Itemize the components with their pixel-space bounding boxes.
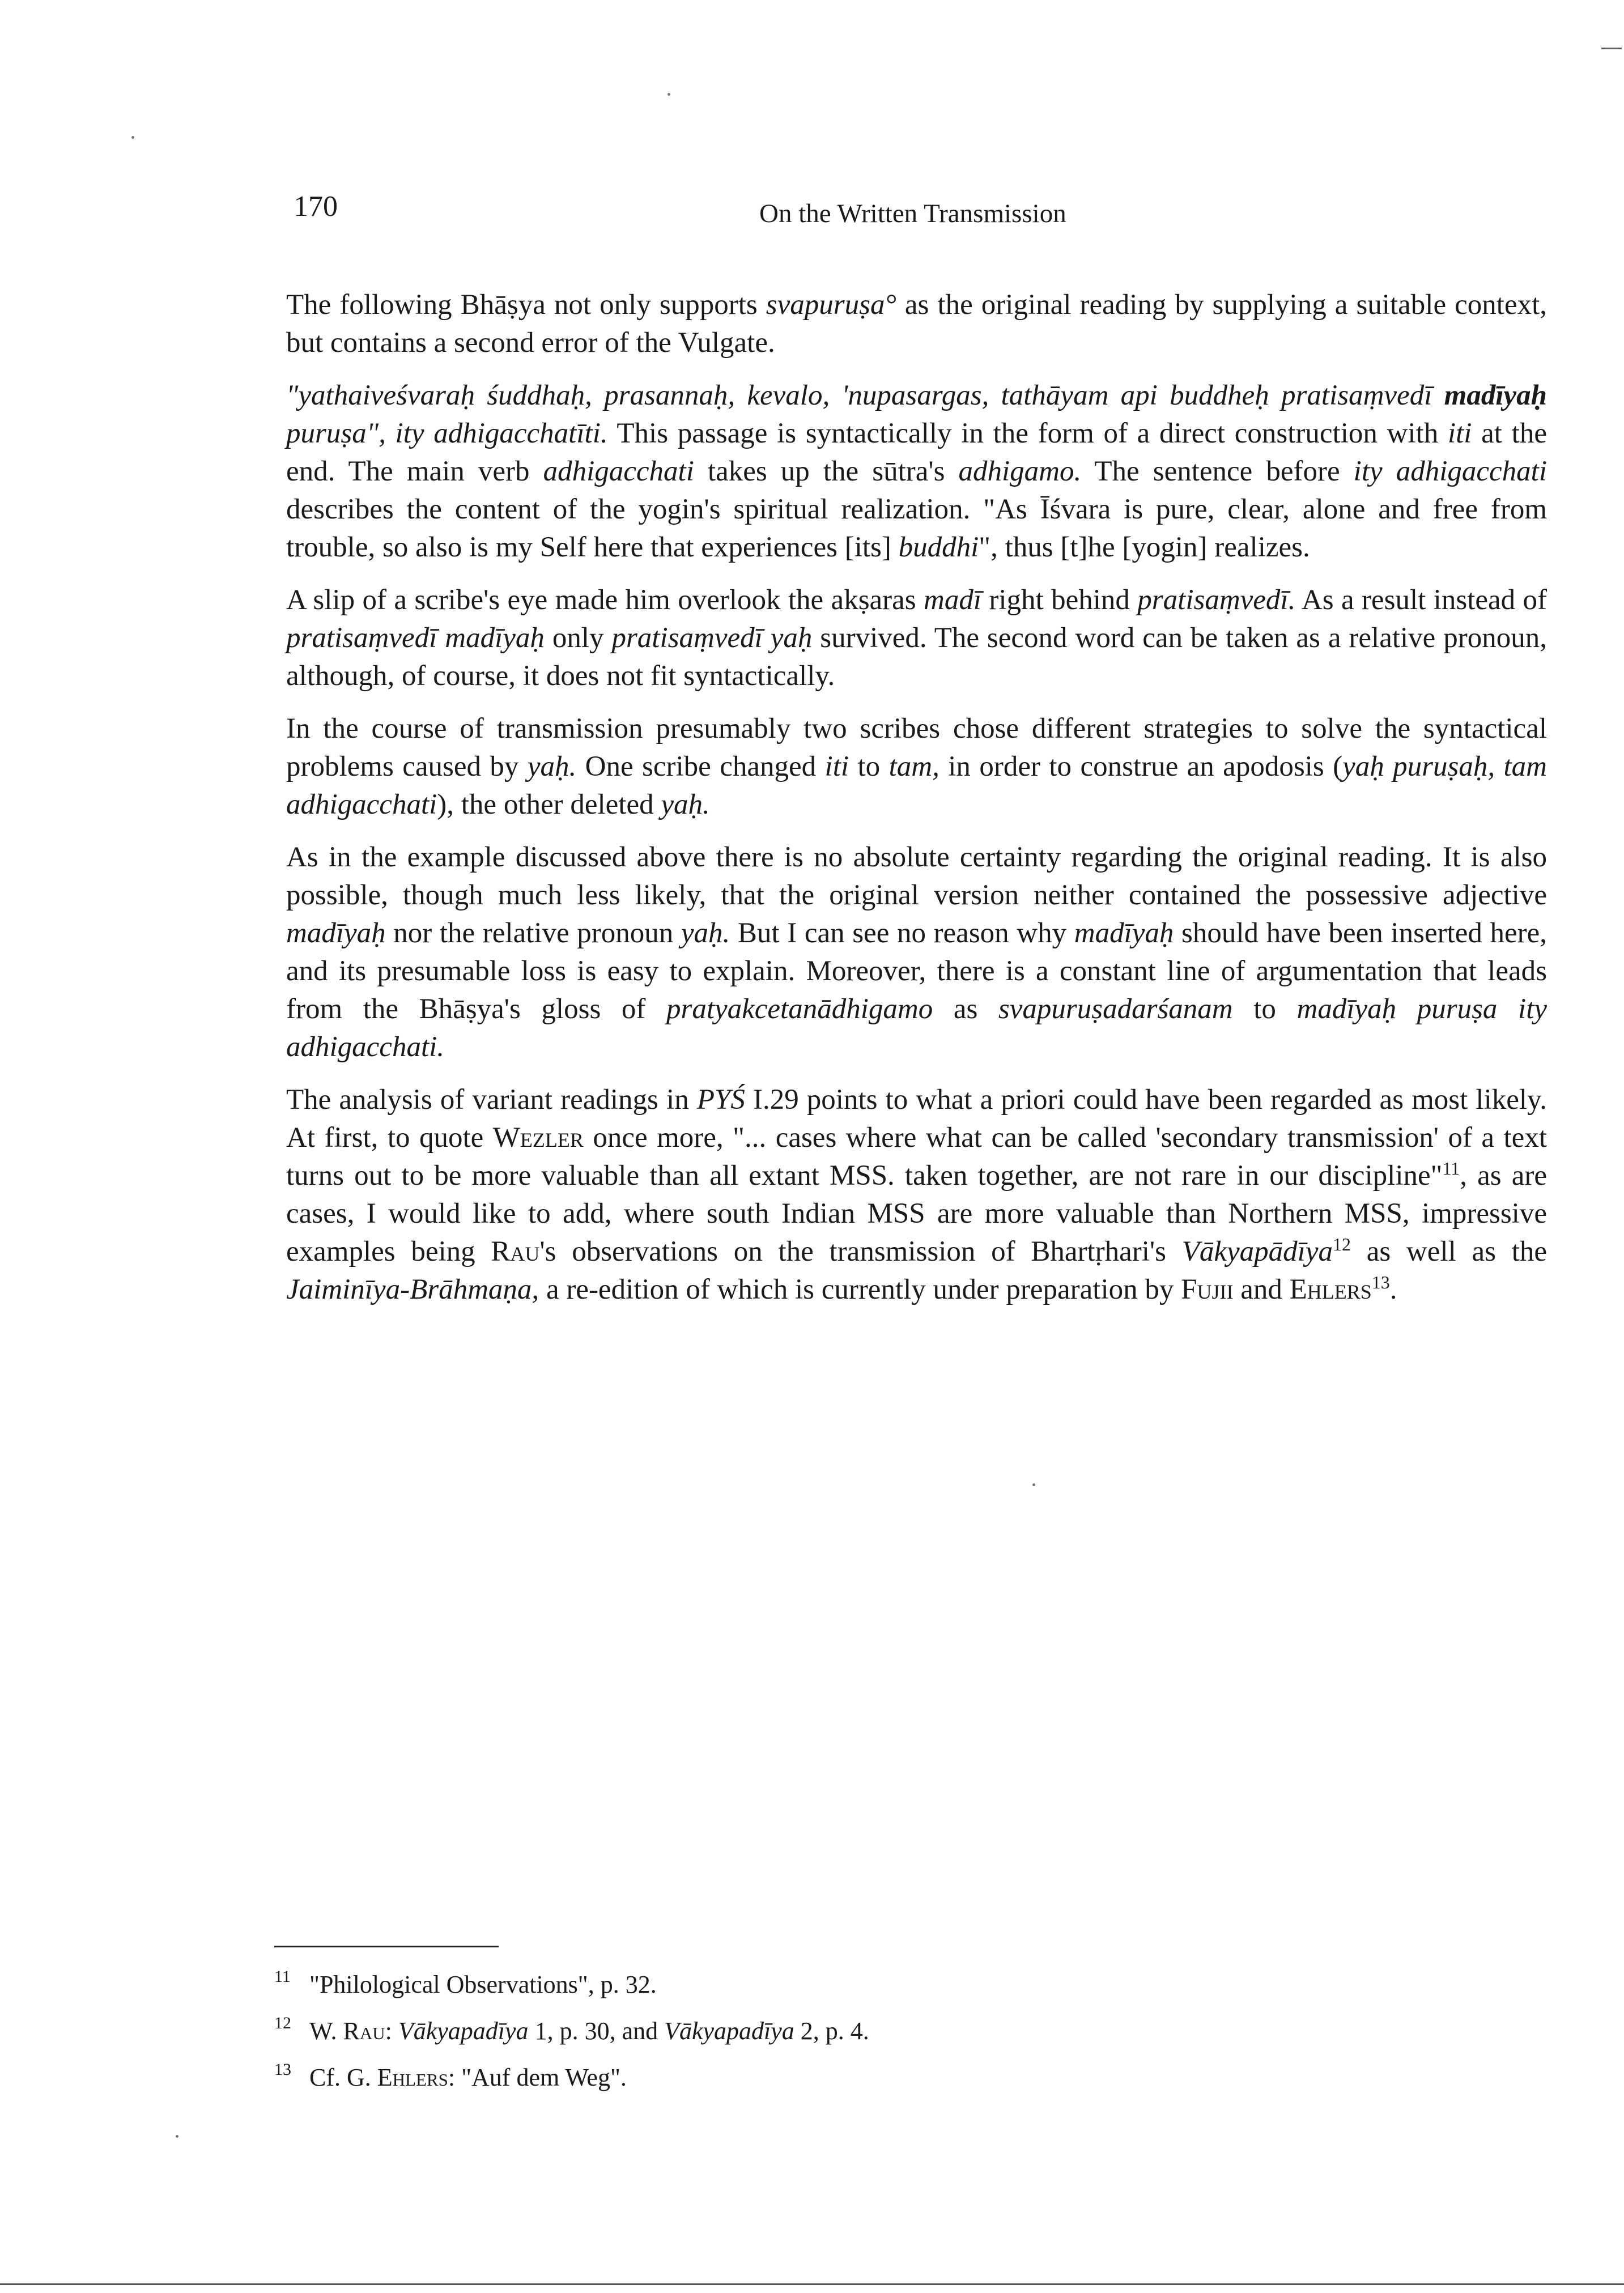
text-run: svapuruṣadarśanam [998, 993, 1233, 1025]
footnote-rule [274, 1946, 499, 1947]
text-run: Rau [343, 2017, 385, 2045]
text-run: takes up the sūtra's [694, 456, 959, 487]
page-number: 170 [294, 190, 338, 223]
text-run: pratisaṃvedī. [1137, 584, 1296, 616]
text-run: Ehlers [377, 2064, 448, 2091]
text-run: In the course of transmission presumably two scribes chose different strategies to solve the syntactical problems caused by [286, 713, 1547, 782]
text-run: pratisaṃvedī yaḥ [611, 622, 813, 654]
text-run: describes the content of the yogin's spiritual realization. "As Īśvara is pure, clear, alone and free from trouble, so also is my Self here that experiences [its] [286, 494, 1547, 563]
text-run: Vākyapadīya [664, 2017, 794, 2045]
footnote [274, 2054, 1521, 2101]
text-run: in order to construe an apodosis ( [939, 751, 1343, 782]
text-run: madīyaḥ puruṣa ity adhigacchati. [286, 993, 1548, 1063]
text-run: I.29 points to what a priori could have been regarded as most likely. At first, to quote [286, 1084, 1547, 1154]
text-run: svapuruṣa° [766, 289, 896, 321]
text-run: ), the other deleted [437, 789, 661, 820]
text-run: yaḥ. [661, 789, 710, 820]
text-run: survived. The second word can be taken as a relative pronoun, although, of course, it does not fit syntactically. [286, 622, 1547, 692]
paragraph [286, 286, 1547, 362]
paragraph [286, 377, 1547, 567]
text-run: only [544, 622, 612, 654]
text-run: a re-edition of which is currently under preparation by [539, 1274, 1181, 1305]
text-run: The sentence before [1081, 456, 1354, 487]
text-run: madīyaḥ [1444, 380, 1547, 411]
text-run: nor the relative pronoun [385, 917, 681, 949]
text-run: One scribe changed [576, 751, 825, 782]
text-run: right behind [981, 584, 1138, 616]
text-run: puruṣa", ity adhigacchatīti. [286, 418, 608, 449]
text-run: ity adhigacchati [1353, 456, 1547, 487]
text-run: as the original reading by supplying a suitable context, but contains a second error of the Vulgate. [286, 289, 1547, 359]
text-run: 1, p. 30, and [528, 2017, 665, 2045]
running-head: On the Written Transmission [759, 199, 1066, 228]
footnote-number: 12 [274, 2014, 291, 2032]
text-run: adhigacchati [543, 456, 694, 487]
footnote [274, 2008, 1521, 2054]
text-run: yaḥ. [681, 917, 730, 949]
text-run: ", thus [t]he [yogin] realizes. [979, 531, 1310, 563]
text-run: "Philological Observations", p. 32. [309, 1971, 657, 1998]
footnotes [274, 1962, 1521, 2101]
text-run: pratyakcetanādhigamo [666, 993, 933, 1025]
paragraph [286, 710, 1547, 824]
footnote-text [309, 1962, 657, 2008]
text-run: The following Bhāṣya not only supports [286, 289, 766, 321]
text-run: 's observations on the transmission of Bhartṛhari's [539, 1236, 1182, 1267]
text-run: once more, "... cases where what can be called 'secondary transmission' of a text turns out to be more valuable than all extant MSS. taken together, are not rare in our discipline" [286, 1122, 1547, 1192]
text-run: Wezler [492, 1122, 584, 1154]
text-run: madī [924, 584, 982, 616]
text-run: buddhi [898, 531, 979, 563]
footnote-number: 13 [274, 2060, 291, 2079]
scan-speck [131, 136, 134, 139]
scan-speck [176, 2135, 178, 2138]
text-run: W. [309, 2017, 343, 2045]
footnote-ref: 13 [1371, 1272, 1390, 1292]
text-run: : [385, 2017, 398, 2045]
text-run: madīyaḥ [1074, 917, 1174, 949]
text-run: at the end. The main verb [286, 418, 1547, 487]
text-run: Cf. G. [309, 2064, 377, 2091]
text-run: . [1389, 1274, 1397, 1305]
text-run: iti [1447, 418, 1472, 449]
text-run: as [933, 993, 998, 1025]
text-run: as well as the [1350, 1236, 1548, 1267]
text-run: As a result instead of [1295, 584, 1547, 616]
scan-speck [668, 93, 670, 96]
text-run: This passage is syntactically in the form of a direct construction with [607, 418, 1448, 449]
footnote-number: 11 [274, 1967, 291, 1986]
text-run: madīyaḥ [286, 917, 386, 949]
paragraph [286, 581, 1547, 695]
body-text [286, 286, 1547, 1324]
text-run: Vākyapādīya [1181, 1236, 1333, 1267]
text-run: As in the example discussed above there is no absolute certainty regarding the original reading. It is also possible, though much less likely, that the original version neither contained the possessive adjective [286, 841, 1547, 911]
paragraph [286, 839, 1547, 1066]
text-run: "yathaiveśvaraḥ śuddhaḥ, prasannaḥ, kevalo, 'nupasargas, tathāyam api buddheḥ pratisaṃvedī [286, 380, 1444, 411]
text-run: iti [824, 751, 849, 782]
footnote-text [309, 2054, 627, 2101]
text-run: to [849, 751, 889, 782]
text-run: pratisaṃvedī madīyaḥ [286, 622, 545, 654]
text-run: 2, p. 4. [794, 2017, 869, 2045]
footnote-ref: 11 [1442, 1158, 1460, 1179]
text-run: and [1233, 1274, 1290, 1305]
text-run: : "Auf dem Weg". [448, 2064, 627, 2091]
text-run: to [1232, 993, 1297, 1025]
paragraph [286, 1081, 1547, 1309]
text-run: yaḥ. [527, 751, 577, 782]
page-edge-mark [1601, 48, 1622, 49]
text-run: yaḥ puruṣaḥ, tam adhigacchati [286, 751, 1548, 820]
text-run: tam, [888, 751, 939, 782]
text-run: The analysis of variant readings in [286, 1084, 697, 1116]
text-run: should have been inserted here, and its presumable loss is easy to explain. Moreover, there is a constant line of argumentation that leads from the Bhāṣya's gloss of [286, 917, 1547, 1025]
text-run: Rau [491, 1236, 540, 1267]
text-run: Fujii [1181, 1274, 1234, 1305]
text-run: Jaiminīya-Brāhmaṇa, [286, 1274, 539, 1305]
text-run: adhigamo. [958, 456, 1082, 487]
text-run: A slip of a scribe's eye made him overlook the akṣaras [286, 584, 924, 616]
text-run: PYŚ [696, 1084, 745, 1116]
footnote-text [309, 2008, 869, 2054]
text-run: Vākyapadīya [398, 2017, 529, 2045]
text-run: Ehlers [1289, 1274, 1372, 1305]
footnote [274, 1962, 1521, 2008]
text-run: But I can see no reason why [730, 917, 1074, 949]
footnote-ref: 12 [1332, 1234, 1351, 1254]
text-run: , as are cases, I would like to add, where south Indian MSS are more valuable than Northern MSS, impressive examples being [286, 1160, 1547, 1267]
scan-speck [1032, 1483, 1035, 1486]
page-bottom-line [0, 2283, 1624, 2285]
